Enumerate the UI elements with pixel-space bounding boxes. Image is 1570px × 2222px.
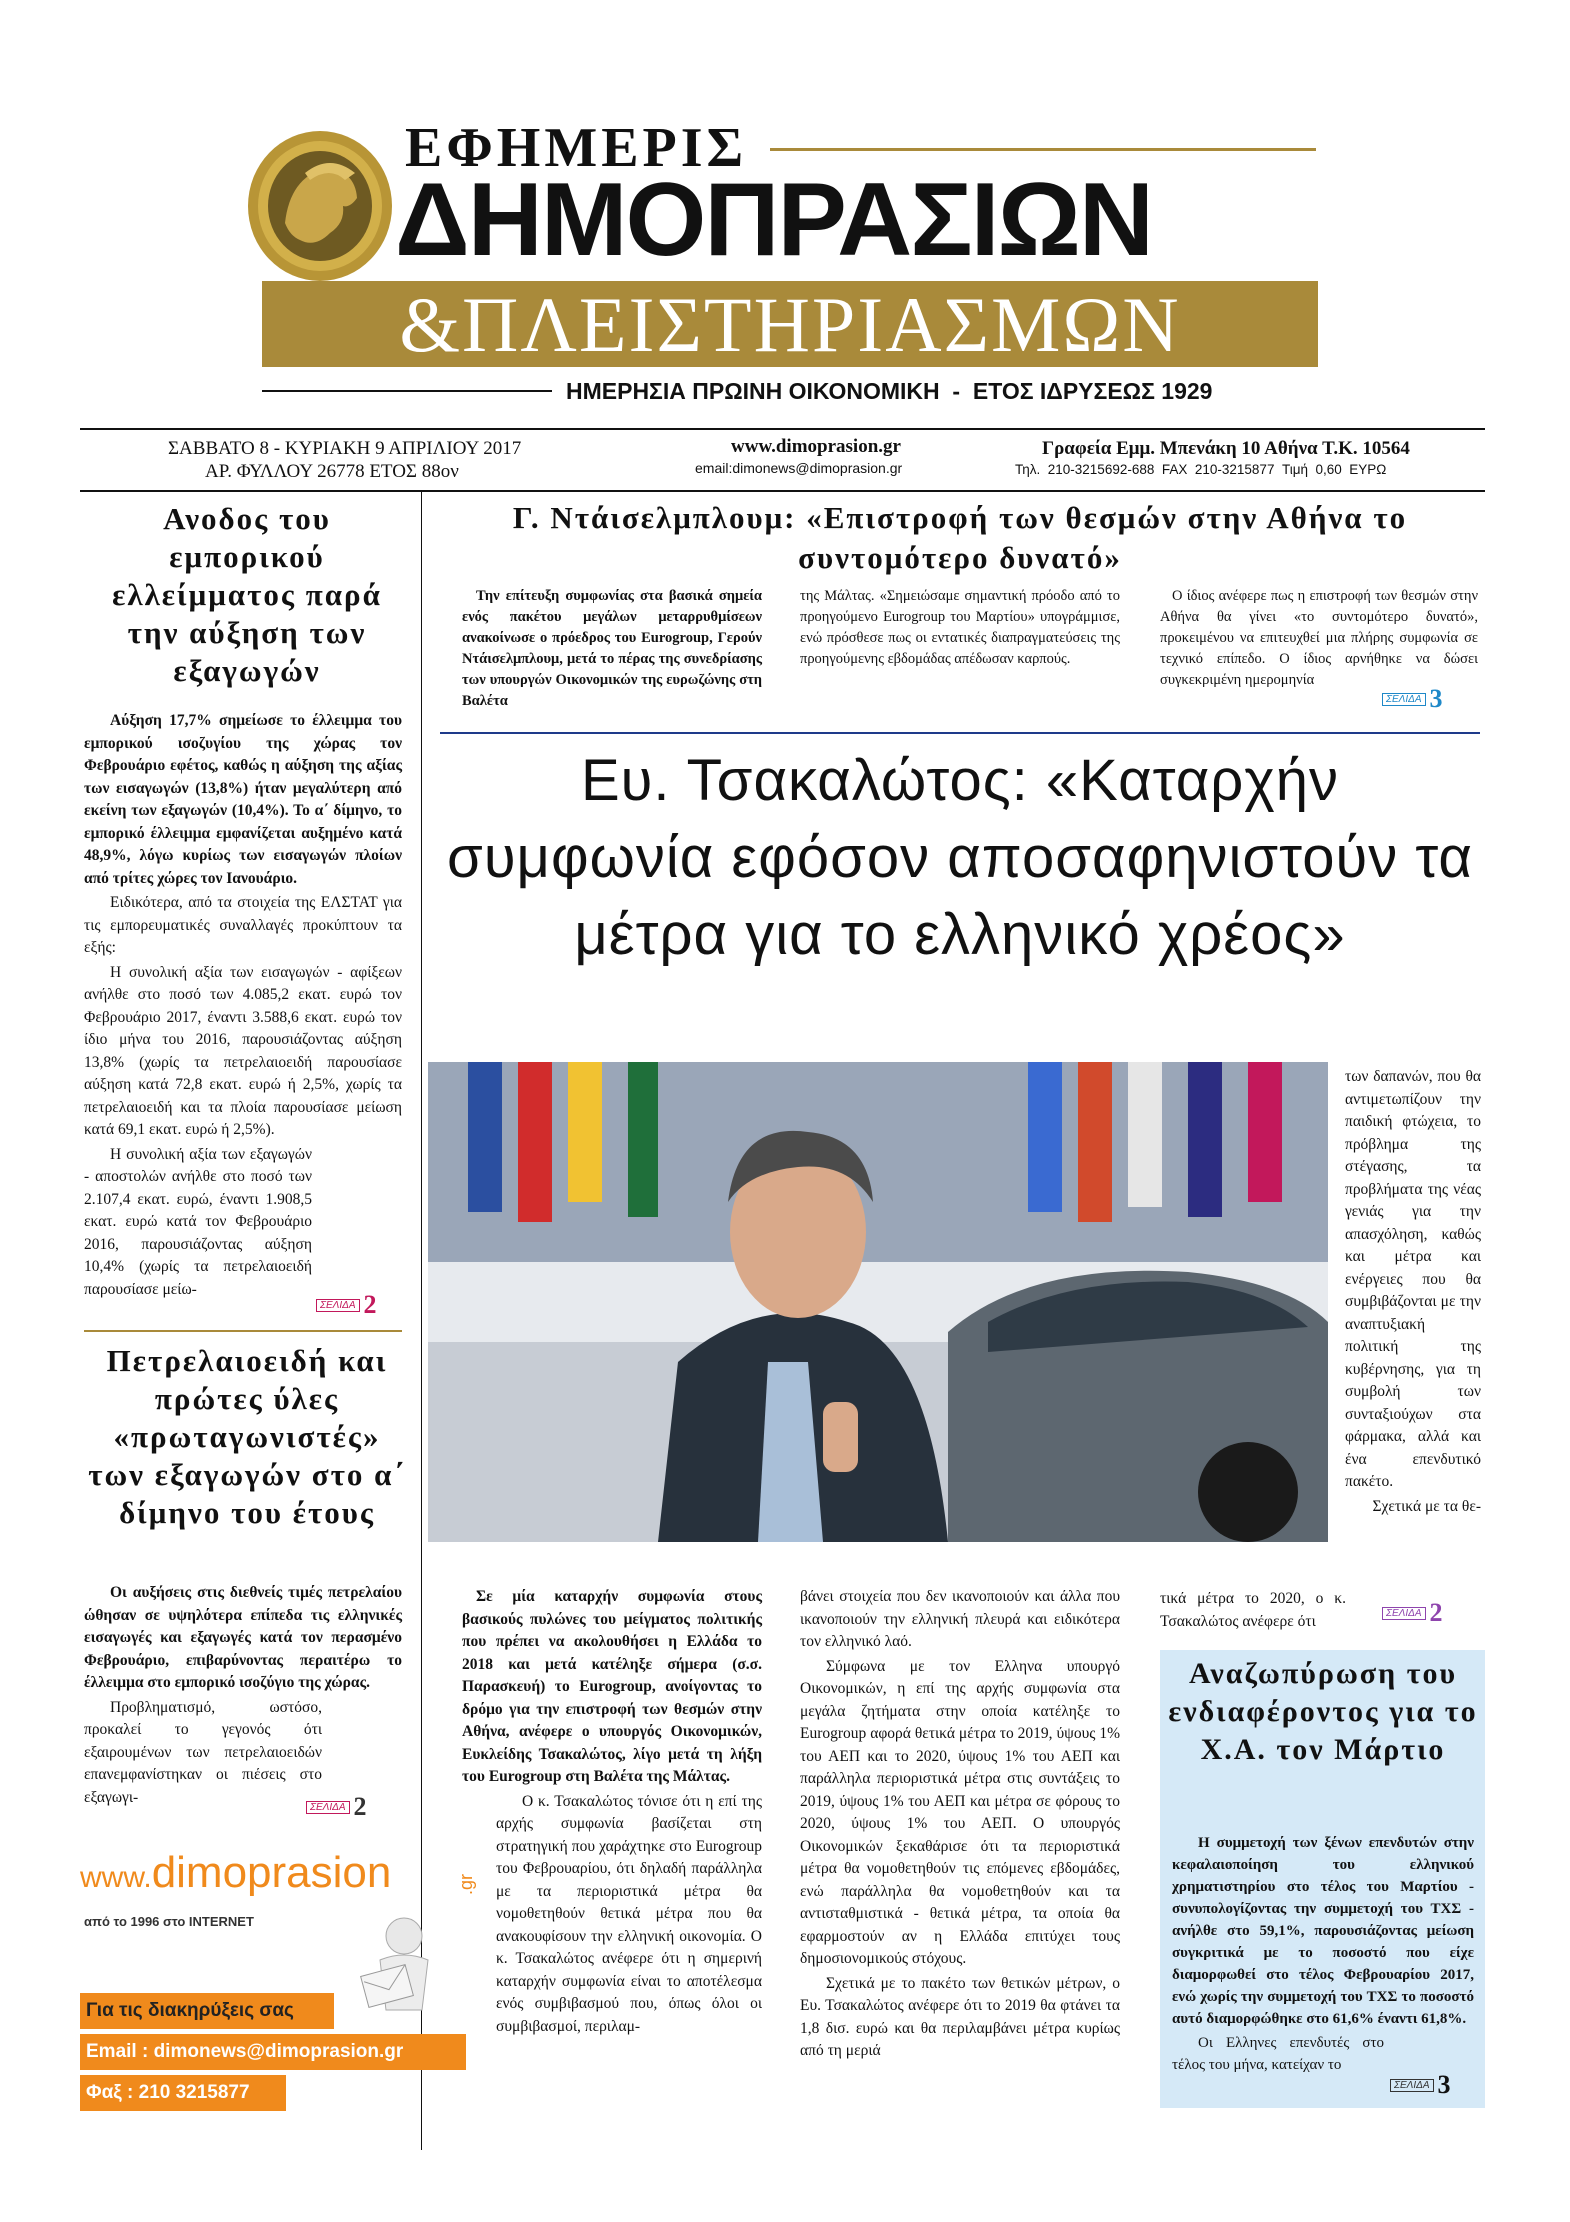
main-col2 (800, 1586, 1120, 2065)
page-number: 3 (1437, 2070, 1451, 2099)
infobar-website[interactable]: www.dimoprasion.gr (731, 436, 901, 457)
left1-p1: Ειδικότερα, από τα στοιχεία της ΕΛΣΤΑΤ για τις εμπορευματικές συναλλαγές προκύπτουν τα εξής: (84, 894, 402, 956)
main-side3: τικά μέτρα το 2020, ο κ. Τσακαλώτος ανέφερε ότι (1160, 1590, 1346, 1630)
left1-headline: Ανοδος του εμπορικού ελλείμματος παρά την αύξηση των εξαγωγών (112, 501, 382, 688)
right-p1: Οι Ελληνες επενδυτές στο τέλος του μήνα, κατείχαν το (1172, 2035, 1384, 2073)
hermes-coin-icon (245, 128, 395, 283)
infobar-office: Γραφεία Εμμ. Μπενάκη 10 Αθήνα Τ.Κ. 10564 (1042, 438, 1410, 459)
ad-line2[interactable]: Email : dimonews@dimoprasion.gr (80, 2034, 466, 2070)
main-p3: Σύμφωνα με τον Ελληνα υπουργό Οικονομικών, η επί της αρχής συμφωνία στα μεγάλα ζητήματα στην οποία κατέληξε το Eurogroup αφορά θετικά μέτρα το 2019, ύψους 1% του ΑΕΠ και το 2020, ύψους 1% του ΑΕΠ και παράλληλα περιοριστικά μέτρα στις συντάξεις το 2019, ύψους 1% του ΑΕΠ και μέτρα σε φόρους το 2020, ύψους 1% του ΑΕΠ. Ο υπουργός Οικονομικών ξεκαθάρισε ότι τα περιοριστικά μέτρα θα νομοθετηθούν τις επόμενες εβδομάδες, ενώ παράλληλα θα νομοθετηθούν και τα αντισταθμιστικά - θετικά μέτρα, τα οποία θα εφαρμοστούν αν η Ελλάδα επιτύχει τους δημοσιονομικούς στόχους. (800, 1657, 1120, 1967)
page-label: ΣΕΛΙΔΑ (316, 1299, 360, 1312)
right-lead: Η συμμετοχή των ξένων επενδυτών στην κεφαλαιοποίηση του ελληνικού χρηματιστηρίου στο τέλος του Μαρτίου - συνυπολογίζοντας την συμμετοχή του ΤΧΣ - ανήλθε στο 59,1%, παρουσιάζοντας μείωση συγκριτικά με το ποσοστό που είχε διαμορφωθεί στο τέλος Φεβρουαρίου 2017, ενώ χωρίς την συμμετοχή του ΤΧΣ το ποσοστό αυτό διαμορφώθηκε στο 61,6% έναντι 61,8%. (1172, 1835, 1474, 2027)
left1-page-ref[interactable] (316, 1290, 377, 1320)
top-col3 (1160, 586, 1478, 693)
top-page-ref[interactable] (1382, 684, 1443, 714)
main-col1 (462, 1586, 762, 2040)
infobar-email[interactable]: email:dimonews@dimoprasion.gr (695, 460, 903, 476)
right-page-ref[interactable] (1390, 2070, 1451, 2100)
right-body (1172, 1832, 1474, 2078)
infobar-issue: ΑΡ. ΦΥΛΛΟΥ 26778 ΕΤΟΣ 88ον (205, 461, 459, 482)
main-side-col-b (1160, 1588, 1346, 1635)
page-number: 2 (353, 1792, 367, 1821)
main-p1: Ο κ. Τσακαλώτος τόνισε ότι η επί της αρχής συμφωνία βασίζεται στη στρατηγική που χαράχτηκε στο Eurogroup του Φεβρουαρίου, ότι δηλαδή παράλληλα με τα περιοριστικά μέτρα θα νομοθετηθούν θετικά μέτρα που θα ανακουφίσουν την ελληνική οικονομία. Ο κ. Τσακαλώτος ανέφερε ότι η σημερινή καταρχήν συμφωνία είναι το αποτέλεσμα ενός συμβιβασμού που, όπως όλοι οι συμβιβασμοί, περιλαμ- (496, 1792, 762, 2035)
top-col1 (462, 586, 762, 714)
main-p2: βάνει στοιχεία που δεν ικανοποιούν και άλλα που ικανοποιούν την ελληνική πλευρά και ειδικότερα τον ελληνικό λαό. (800, 1588, 1120, 1650)
photo-illustration (428, 1062, 1328, 1542)
left1-lead: Αύξηση 17,7% σημείωσε το έλλειμμα του εμπορικού ισοζυγίου της χώρας τον Φεβρουάριο εφέτος, καθώς η αύξηση της αξίας των εισαγωγών (13,8%) ήταν μεγαλύτερη από εκείνη των εξαγωγών (10,4%). Το α΄ δίμηνο, το εμπορικό έλλειμμα εμφανίζεται αυξημένο κατά 48,9%, λόγω κυρίως των εισαγωγών πλοίων από τρίτες χώρες τον Ιανουάριο. (84, 712, 402, 887)
page-label: ΣΕΛΙΔΑ (1390, 2079, 1434, 2092)
main-photo (428, 1062, 1328, 1542)
left2-lead: Οι αυξήσεις στις διεθνείς τιμές πετρελαίου ώθησαν σε υψηλότερα επίπεδα τις ελληνικές εισαγωγές και εξαγωγές κατά τον περασμένο Φεβρουάριο, επιβαρύνοντας περαιτέρω το έλλειμμα στο εμπορικό ισοζύγιο της χώρας. (84, 1584, 402, 1691)
main-page-ref[interactable] (1382, 1598, 1443, 1628)
right-headline: Αναζωπύρωση του ενδιαφέροντος για το Χ.Α. τον Μάρτιο (1168, 1657, 1478, 1766)
page-number: 2 (1429, 1598, 1443, 1627)
top-c1: Την επίτευξη συμφωνίας στα βασικά σημεία ενός πακέτου μεγάλων μεταρρυθμίσεων ανακοίνωσε ο πρόεδρος του Eurogroup, Γερούν Ντάισελμπλουμ, μετά το πέρας της συνεδρίασης των υπουργών Οικονομικών της ευρωζώνης στη Βαλέτα (462, 588, 762, 709)
infobar-contact: Τηλ. 210-3215692-688 FAX 210-3215877 Τιμή 0,60 ΕΥΡΩ (1015, 462, 1387, 477)
main-headline: Ευ. Τσακαλώτος: «Καταρχήν συμφωνία εφόσον αποσαφηνιστούν τα μέτρα για το ελληνικό χρέος» (447, 748, 1473, 967)
main-side: των δαπανών, που θα αντιμετωπίζουν την παιδική φτώχεια, το πρόβλημα της στέγασης, τα προβλήματα της νέας γενιάς για την απασχόληση, καθώς και μέτρα και ενέργειες που θα συμβιβάζονται με την αναπτυξιακή πολιτική της κυβέρνησης, για τη συμβολή των συνταξιούχων στα φάρμακα, αλλά και ένα επενδυτικό πακέτο. (1345, 1068, 1481, 1490)
top-c3: Ο ίδιος ανέφερε πως η επιστροφή των θεσμών στην Αθήνα θα γίνει «το συντομότερο δυνατό», προκειμένου να επιτευχθεί μια πλήρης συμφωνία σε τεχνικό επίπεδο. Ο ίδιος αρνήθηκε να δώσει συγκεκριμένη ημερομηνία (1160, 588, 1478, 688)
masthead-subtitle: &ΠΛΕΙΣΤΗΡΙΑΣΜΩΝ (399, 281, 1181, 368)
ad-brand: dimoprasion (151, 1848, 392, 1897)
main-side-col (1345, 1066, 1481, 1520)
top-col2 (800, 586, 1120, 672)
page-label: ΣΕΛΙΔΑ (1382, 693, 1426, 706)
masthead-rule (770, 148, 1316, 151)
dimoprasion-ad[interactable] (80, 1830, 490, 2120)
masthead-tagline: ΗΜΕΡΗΣΙΑ ΠΡΩΙΝΗ ΟΙΚΟΝΟΜΙΚΗ - ΕΤΟΣ ΙΔΡΥΣΕΩΣ 1929 (566, 378, 1213, 404)
ad-line3: Φαξ : 210 3215877 (80, 2075, 286, 2111)
top-bottom-rule (440, 732, 1480, 734)
main-p4: Σχετικά με το πακέτο των θετικών μέτρων, ο Ευ. Τσακαλώτος ανέφερε ότι το 2019 θα φτάνει τα 1,8 δισ. ευρώ και θα περιλαμβάνει μέτρα κυρίως από τη μεριά (800, 1974, 1120, 2059)
tagline-rule (262, 390, 552, 392)
top-headline: Γ. Ντάισελμπλουμ: «Επιστροφή των θεσμών στην Αθήνα το συντομότερο δυνατό» (512, 500, 1408, 575)
ad-url (80, 1848, 391, 1898)
left1-p3: Η συνολική αξία των εξαγωγών - αποστολών ανήλθε στο ποσό των 2.107,4 εκατ. ευρώ, έναντι 1.908,5 εκατ. ευρώ κατά τον Φεβρουάριο 2016, παρουσιάζοντας αύξηση 10,4% (χωρίς τα πετρελαιοειδή παρουσίασε μείω- (84, 1145, 312, 1298)
left2-headline: Πετρελαιοειδή και πρώτες ύλες «πρωταγωνιστές» των εξαγωγών στο α΄ δίμηνο του έτους (88, 1343, 406, 1530)
ad-www: www. (80, 1861, 152, 1894)
masthead (0, 0, 1570, 420)
masthead-ephemeris: ΕΦΗΜΕΡΙΣ (405, 117, 748, 179)
infobar-bottom-rule (80, 490, 1485, 492)
main-lead: Σε μία καταρχήν συμφωνία στους βασικούς πυλώνες του μείγματος πολιτικής που πρέπει να ακολουθήσει η Ελλάδα το 2018 και μετά κατέληξε σήμερα (σ.σ. Παρασκευή) το Eurogroup, ανοίγοντας το δρόμο για την επιστροφή των θεσμών στην Αθήνα, ανέφερε ο υπουργός Οικονομικών, Ευκλείδης Τσακαλώτος, λίγο μετά τη λήξη του Eurogroup στη Βαλέτα της Μάλτας. (462, 1588, 762, 1785)
main-side2: Σχετικά με τα θε- (1372, 1497, 1481, 1515)
top-c2: της Μάλτας. «Σημειώσαμε σημαντική πρόοδο από το προηγούμενο Eurogroup του Μαρτίου» υπογράμμισε, ενώ πρόσθεσε πως οι εντατικές διαπραγματεύσεις της προηγούμενης εβδομάδας απέδωσαν καρπούς. (800, 588, 1120, 667)
masthead-title: ΔΗΜΟΠΡΑΣΙΩΝ (395, 162, 1153, 278)
ad-gr: .gr (456, 1873, 477, 1896)
ad-since: από το 1996 στο INTERNET (84, 1914, 254, 1929)
left1-p2: Η συνολική αξία των εισαγωγών - αφίξεων ανήλθε στο ποσό των 4.085,2 εκατ. ευρώ τον Φεβρουάριο 2017, έναντι 3.588,6 εκατ. ευρώ τον ίδιο μήνα του 2016, παρουσιάζοντας αύξηση 13,8% (χωρίς τα πετρελαιοειδή παρουσίασε αύξηση κατά 72,8 εκατ. ευρώ ή 2,5%, χωρίς τα πετρελαιοειδή και τα πλοία παρουσίασε μείωση κατά 69,1 εκατ. ευρώ ή 2,5%). (84, 963, 402, 1138)
left2-p1: Προβληματισμό, ωστόσο, προκαλεί το γεγονός ότι εξαιρουμένων των πετρελαιοειδών επανεμφανίστηκαν οι πιέσεις στο εξαγωγι- (84, 1698, 322, 1806)
page-number: 3 (1429, 684, 1443, 713)
infobar-date: ΣΑΒΒΑΤΟ 8 - ΚΥΡΙΑΚΗ 9 ΑΠΡΙΛΙΟΥ 2017 (168, 438, 522, 459)
left2-page-ref[interactable] (306, 1792, 367, 1822)
page-label: ΣΕΛΙΔΑ (1382, 1607, 1426, 1620)
page-label: ΣΕΛΙΔΑ (306, 1801, 350, 1814)
page-number: 2 (363, 1290, 377, 1319)
infobar-top-rule (80, 428, 1485, 430)
left1-rule (84, 1330, 402, 1332)
left2-body (84, 1582, 402, 1811)
left1-body (84, 710, 402, 1303)
ad-line1: Για τις διακηρύξεις σας (80, 1993, 334, 2029)
mail-figure-icon (330, 1910, 450, 2030)
